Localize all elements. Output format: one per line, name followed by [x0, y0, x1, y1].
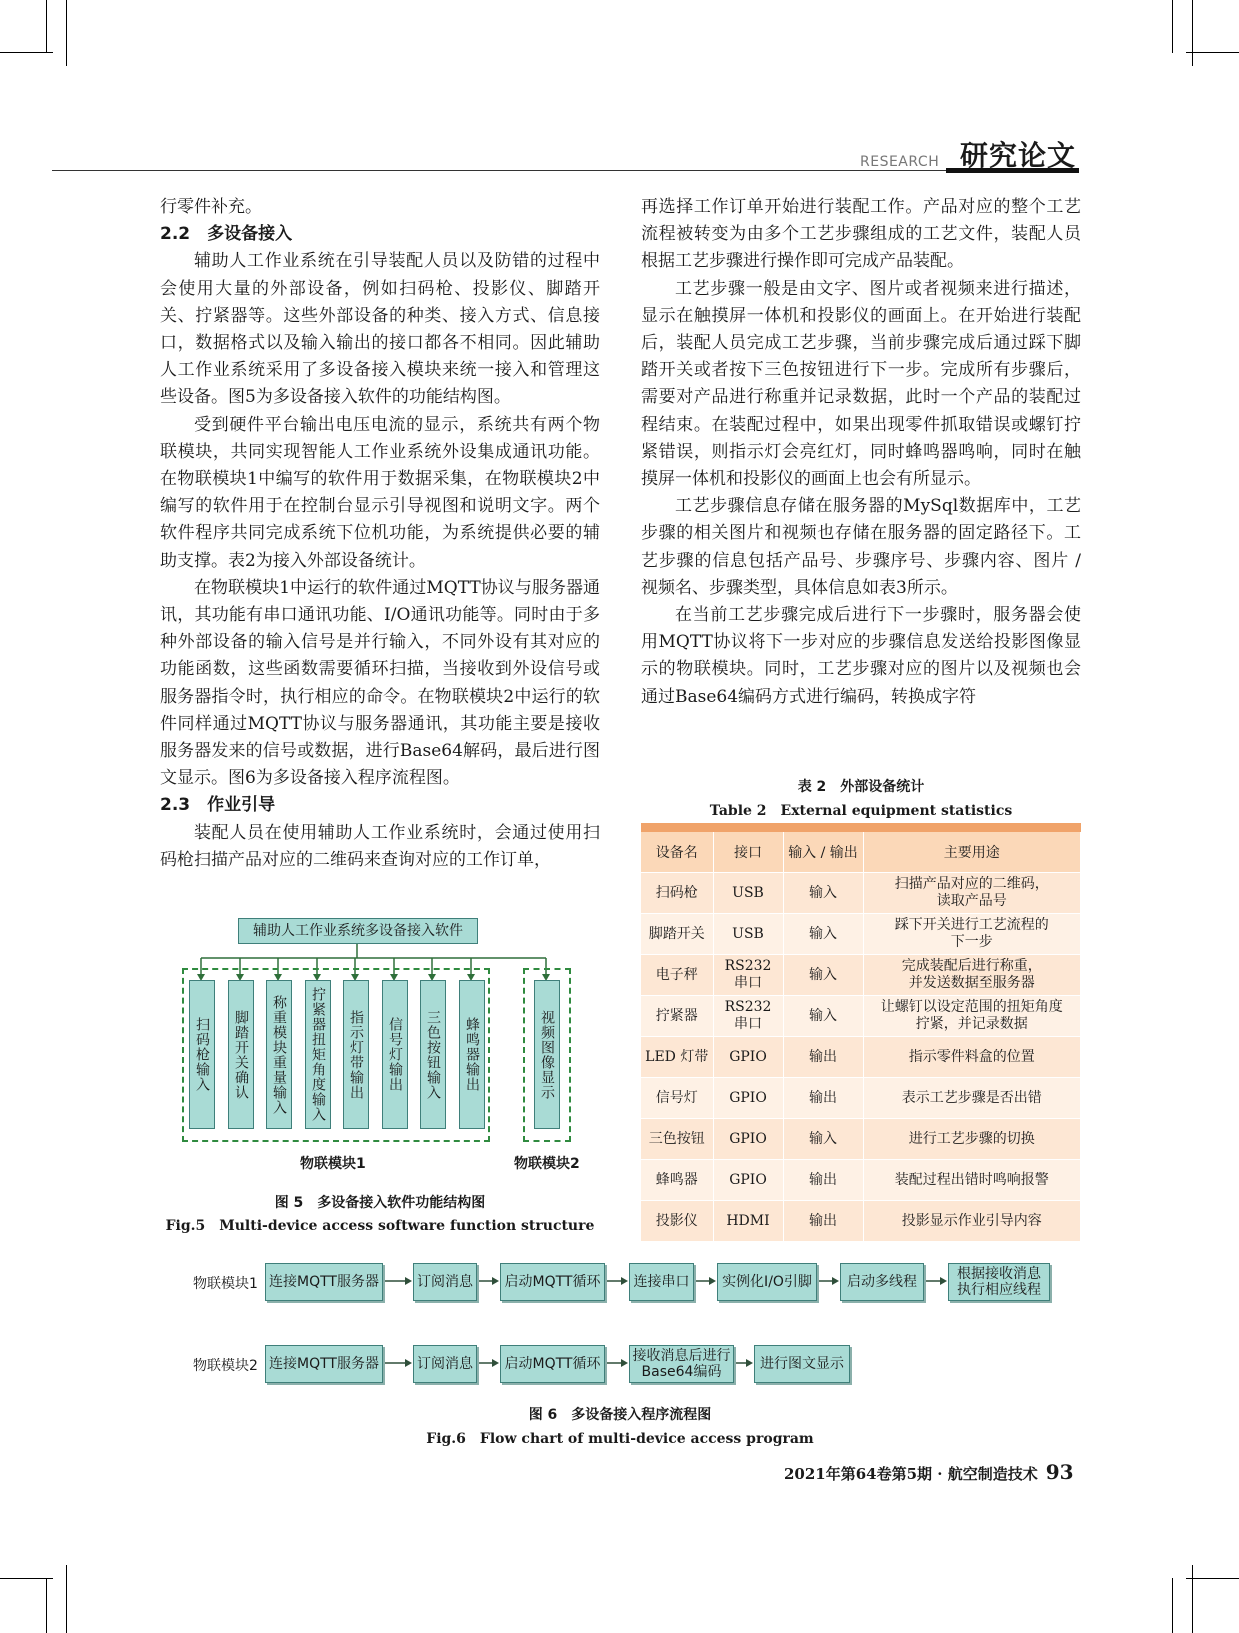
fig6-step: 启动多线程 [840, 1263, 924, 1301]
column-header: 接口 [713, 832, 783, 873]
table-cell: 电子秤 [641, 955, 713, 996]
table-cell: 输入 [783, 873, 863, 914]
paragraph: 装配人员在使用辅助人工作业系统时，会通过使用扫码枪扫描产品对应的二维码来查询对应的工作订单， [160, 822, 600, 870]
fig5-box: 蜂鸣器输出 [459, 980, 485, 1129]
table-cell: 输入 [783, 955, 863, 996]
fig6-step: 根据接收消息执行相应线程 [948, 1263, 1050, 1301]
table-cell: LED 灯带 [641, 1037, 713, 1078]
table-cell: 输出 [783, 1078, 863, 1119]
page-footer [784, 1460, 1074, 1484]
header-section-title: 研究论文 [960, 139, 1077, 172]
cell-line: 串口 [734, 975, 762, 991]
table-cell: 投影仪 [641, 1201, 713, 1242]
crop-mark [1186, 1578, 1239, 1579]
cell-line: 下一步 [950, 934, 993, 950]
fig6-row2-label: 物联模块2 [193, 1358, 258, 1374]
header-research-label: RESEARCH [860, 154, 940, 170]
fig6-step: 连接串口 [629, 1263, 694, 1301]
fig6-step: 订阅消息 [413, 1345, 477, 1383]
table-cell: GPIO [713, 1119, 783, 1160]
cell-line: 完成装配后进行称重， [901, 958, 1042, 974]
table-cell: 指示零件料盒的位置 [863, 1037, 1081, 1078]
cell-line: 让螺钉以设定范围的扭矩角度 [880, 999, 1063, 1015]
fig6-row1-label: 物联模块1 [193, 1276, 258, 1292]
fig6-step: 订阅消息 [413, 1263, 477, 1301]
fig5-box: 称重模块重量输入 [266, 980, 292, 1129]
crop-mark [1192, 1565, 1193, 1633]
crop-mark [66, 1565, 67, 1633]
fig6-step: 连接MQTT服务器 [265, 1263, 383, 1301]
table-cell: 输入 [783, 1119, 863, 1160]
table-cell: 信号灯 [641, 1078, 713, 1119]
paragraph: 在物联模块1中运行的软件通过MQTT协议与服务器通讯，其功能有串口通讯功能、I/O通讯功能等。同时由于多种外部设备的输入信号是并行输入，不同外设有其对应的功能函数，这些函数需要循环扫描，当接收到外设信号或服务器指令时，执行相应的命令。在物联模块2中运行的软件同样通过MQTT协议与服务器通讯，其功能主要是接收服务器发来的信号或数据，进行Base64解码，最后进行图文显示。图6为多设备接入程序流程图。 [160, 577, 600, 789]
table-cell: 投影显示作业引导内容 [863, 1201, 1081, 1242]
fig5-root-box: 辅助人工作业系统多设备接入软件 [238, 918, 478, 944]
fig6-step: 接收消息后进行Base64编码 [629, 1345, 734, 1383]
fig5-box: 三色按钮输入 [420, 980, 446, 1129]
paragraph: 在当前工艺步骤完成后进行下一步骤时，服务器会使用MQTT协议将下一步对应的步骤信息发送给投影图像显示的物联模块。同时，工艺步骤对应的图片以及视频也会通过Base64编码方式进行编码，转换成字符 [641, 605, 1081, 707]
table-cell: 表示工艺步骤是否出错 [863, 1078, 1081, 1119]
table-cell: GPIO [713, 1037, 783, 1078]
crop-mark [1192, 0, 1193, 66]
table-cell: GPIO [713, 1160, 783, 1201]
crop-mark [1186, 52, 1239, 53]
fig5-box: 拧紧器扭矩角度输入 [305, 980, 331, 1129]
fig5-box: 脚踏开关确认 [228, 980, 254, 1129]
paragraph: 工艺步骤一般是由文字、图片或者视频来进行描述，显示在触摸屏一体机和投影仪的画面上。在开始进行装配后，装配人员完成工艺步骤，当前步骤完成后通过踩下脚踏开关或者按下三色按钮进行下一步。完成所有步骤后，需要对产品进行称重并记录数据，此时一个产品的装配过程结束。在装配过程中，如果出现零件抓取错误或螺钉拧紧错误，则指示灯会亮红灯，同时蜂鸣器鸣响，同时在触摸屏一体机和投影仪的画面上也会有所显示。 [641, 278, 1081, 490]
cell-line: 读取产品号 [936, 893, 1007, 909]
page-number: 93 [1045, 1460, 1074, 1484]
paragraph: 工艺步骤信息存储在服务器的MySql数据库中，工艺步骤的相关图片和视频也存储在服务器的固定路径下。工艺步骤的信息包括产品号、步骤序号、步骤内容、图片 / 视频名、步骤类型，具体信息如表3所示。 [641, 496, 1081, 598]
cell-line: 并发送数据至服务器 [908, 975, 1035, 991]
table-cell: USB [713, 873, 783, 914]
fig5-caption-en: Fig.5 Multi-device access software function structure [165, 1218, 595, 1234]
table-cell: 脚踏开关 [641, 914, 713, 955]
crop-mark [1172, 1578, 1173, 1633]
cell-line: 拧紧，并记录数据 [915, 1016, 1028, 1032]
paragraph: 辅助人工作业系统在引导装配人员以及防错的过程中会使用大量的外部设备，例如扫码枪、投影仪、脚踏开关、拧紧器等。这些外部设备的种类、接入方式、信息接口，数据格式以及输入输出的接口都各不相同。因此辅助人工作业系统采用了多设备接入模块来统一接入和管理这些设备。图5为多设备接入软件的功能结构图。 [160, 251, 600, 408]
table-caption-cn: 表 2 外部设备统计 [797, 779, 925, 795]
section-heading: 2.2 多设备接入 [160, 224, 293, 245]
fig6-caption-en: Fig.6 Flow chart of multi-device access program [426, 1431, 814, 1447]
fig5-group2-label: 物联模块2 [514, 1156, 580, 1172]
crop-mark [0, 1578, 53, 1579]
table-cell: 进行工艺步骤的切换 [863, 1119, 1081, 1160]
table-cell: 装配过程出错时鸣响报警 [863, 1160, 1081, 1201]
cell-line: 扫描产品对应的二维码， [894, 876, 1049, 892]
table-cell: 输出 [783, 1160, 863, 1201]
cell-line: RS232 [724, 958, 772, 974]
crop-mark [46, 1578, 47, 1633]
column-header: 设备名 [641, 832, 713, 873]
table-cell: 输入 [783, 914, 863, 955]
table-cell: HDMI [713, 1201, 783, 1242]
cell-line: 串口 [734, 1016, 762, 1032]
column-header: 主要用途 [863, 832, 1081, 873]
table-cell: 输入 [783, 996, 863, 1037]
fig6-step: 进行图文显示 [754, 1345, 850, 1383]
fig6-step: 启动MQTT循环 [500, 1263, 605, 1301]
fig5-caption-cn: 图 5 多设备接入软件功能结构图 [274, 1195, 486, 1211]
fig5-group1-label: 物联模块1 [300, 1156, 366, 1172]
table-cell: 拧紧器 [641, 996, 713, 1037]
column-header: 输入 / 输出 [783, 832, 863, 873]
table-cell: 扫码枪 [641, 873, 713, 914]
fig6-step: 启动MQTT循环 [500, 1345, 605, 1383]
table-cell: 三色按钮 [641, 1119, 713, 1160]
table-cell: 输出 [783, 1037, 863, 1078]
table-cell: GPIO [713, 1078, 783, 1119]
cell-line: RS232 [724, 999, 772, 1015]
paragraph: 行零件补充。 [160, 197, 262, 217]
fig5-box: 信号灯输出 [382, 980, 408, 1129]
fig5-box: 视频图像显示 [534, 980, 560, 1129]
paragraph: 再选择工作订单开始进行装配工作。产品对应的整个工艺流程被转变为由多个工艺步骤组成的工艺文件，装配人员根据工艺步骤进行操作即可完成产品装配。 [641, 197, 1081, 272]
paragraph: 受到硬件平台输出电压电流的显示，系统共有两个物联模块，共同实现智能人工作业系统外设集成通讯功能。在物联模块1中编写的软件用于数据采集，在物联模块2中编写的软件用于在控制台显示引导视图和说明文字。两个软件程序共同完成系统下位机功能，为系统提供必要的辅助支撑。表2为接入外部设备统计。 [160, 414, 600, 571]
fig6-step: 实例化I/O引脚 [717, 1263, 817, 1301]
table-cell: 蜂鸣器 [641, 1160, 713, 1201]
crop-mark [1172, 0, 1173, 53]
fig5-box: 扫码枪输入 [189, 980, 215, 1129]
fig6-step: 连接MQTT服务器 [265, 1345, 383, 1383]
journal-info: 2021年第64卷第5期 · 航空制造技术 [784, 1465, 1038, 1483]
section-heading: 2.3 作业引导 [160, 795, 276, 816]
table-cell: USB [713, 914, 783, 955]
table-cell: 输出 [783, 1201, 863, 1242]
fig6-caption-cn: 图 6 多设备接入程序流程图 [528, 1407, 712, 1423]
fig5-box: 指示灯带输出 [343, 980, 369, 1129]
cell-line: 踩下开关进行工艺流程的 [894, 917, 1049, 933]
table-caption-en: Table 2 External equipment statistics [709, 803, 1013, 819]
